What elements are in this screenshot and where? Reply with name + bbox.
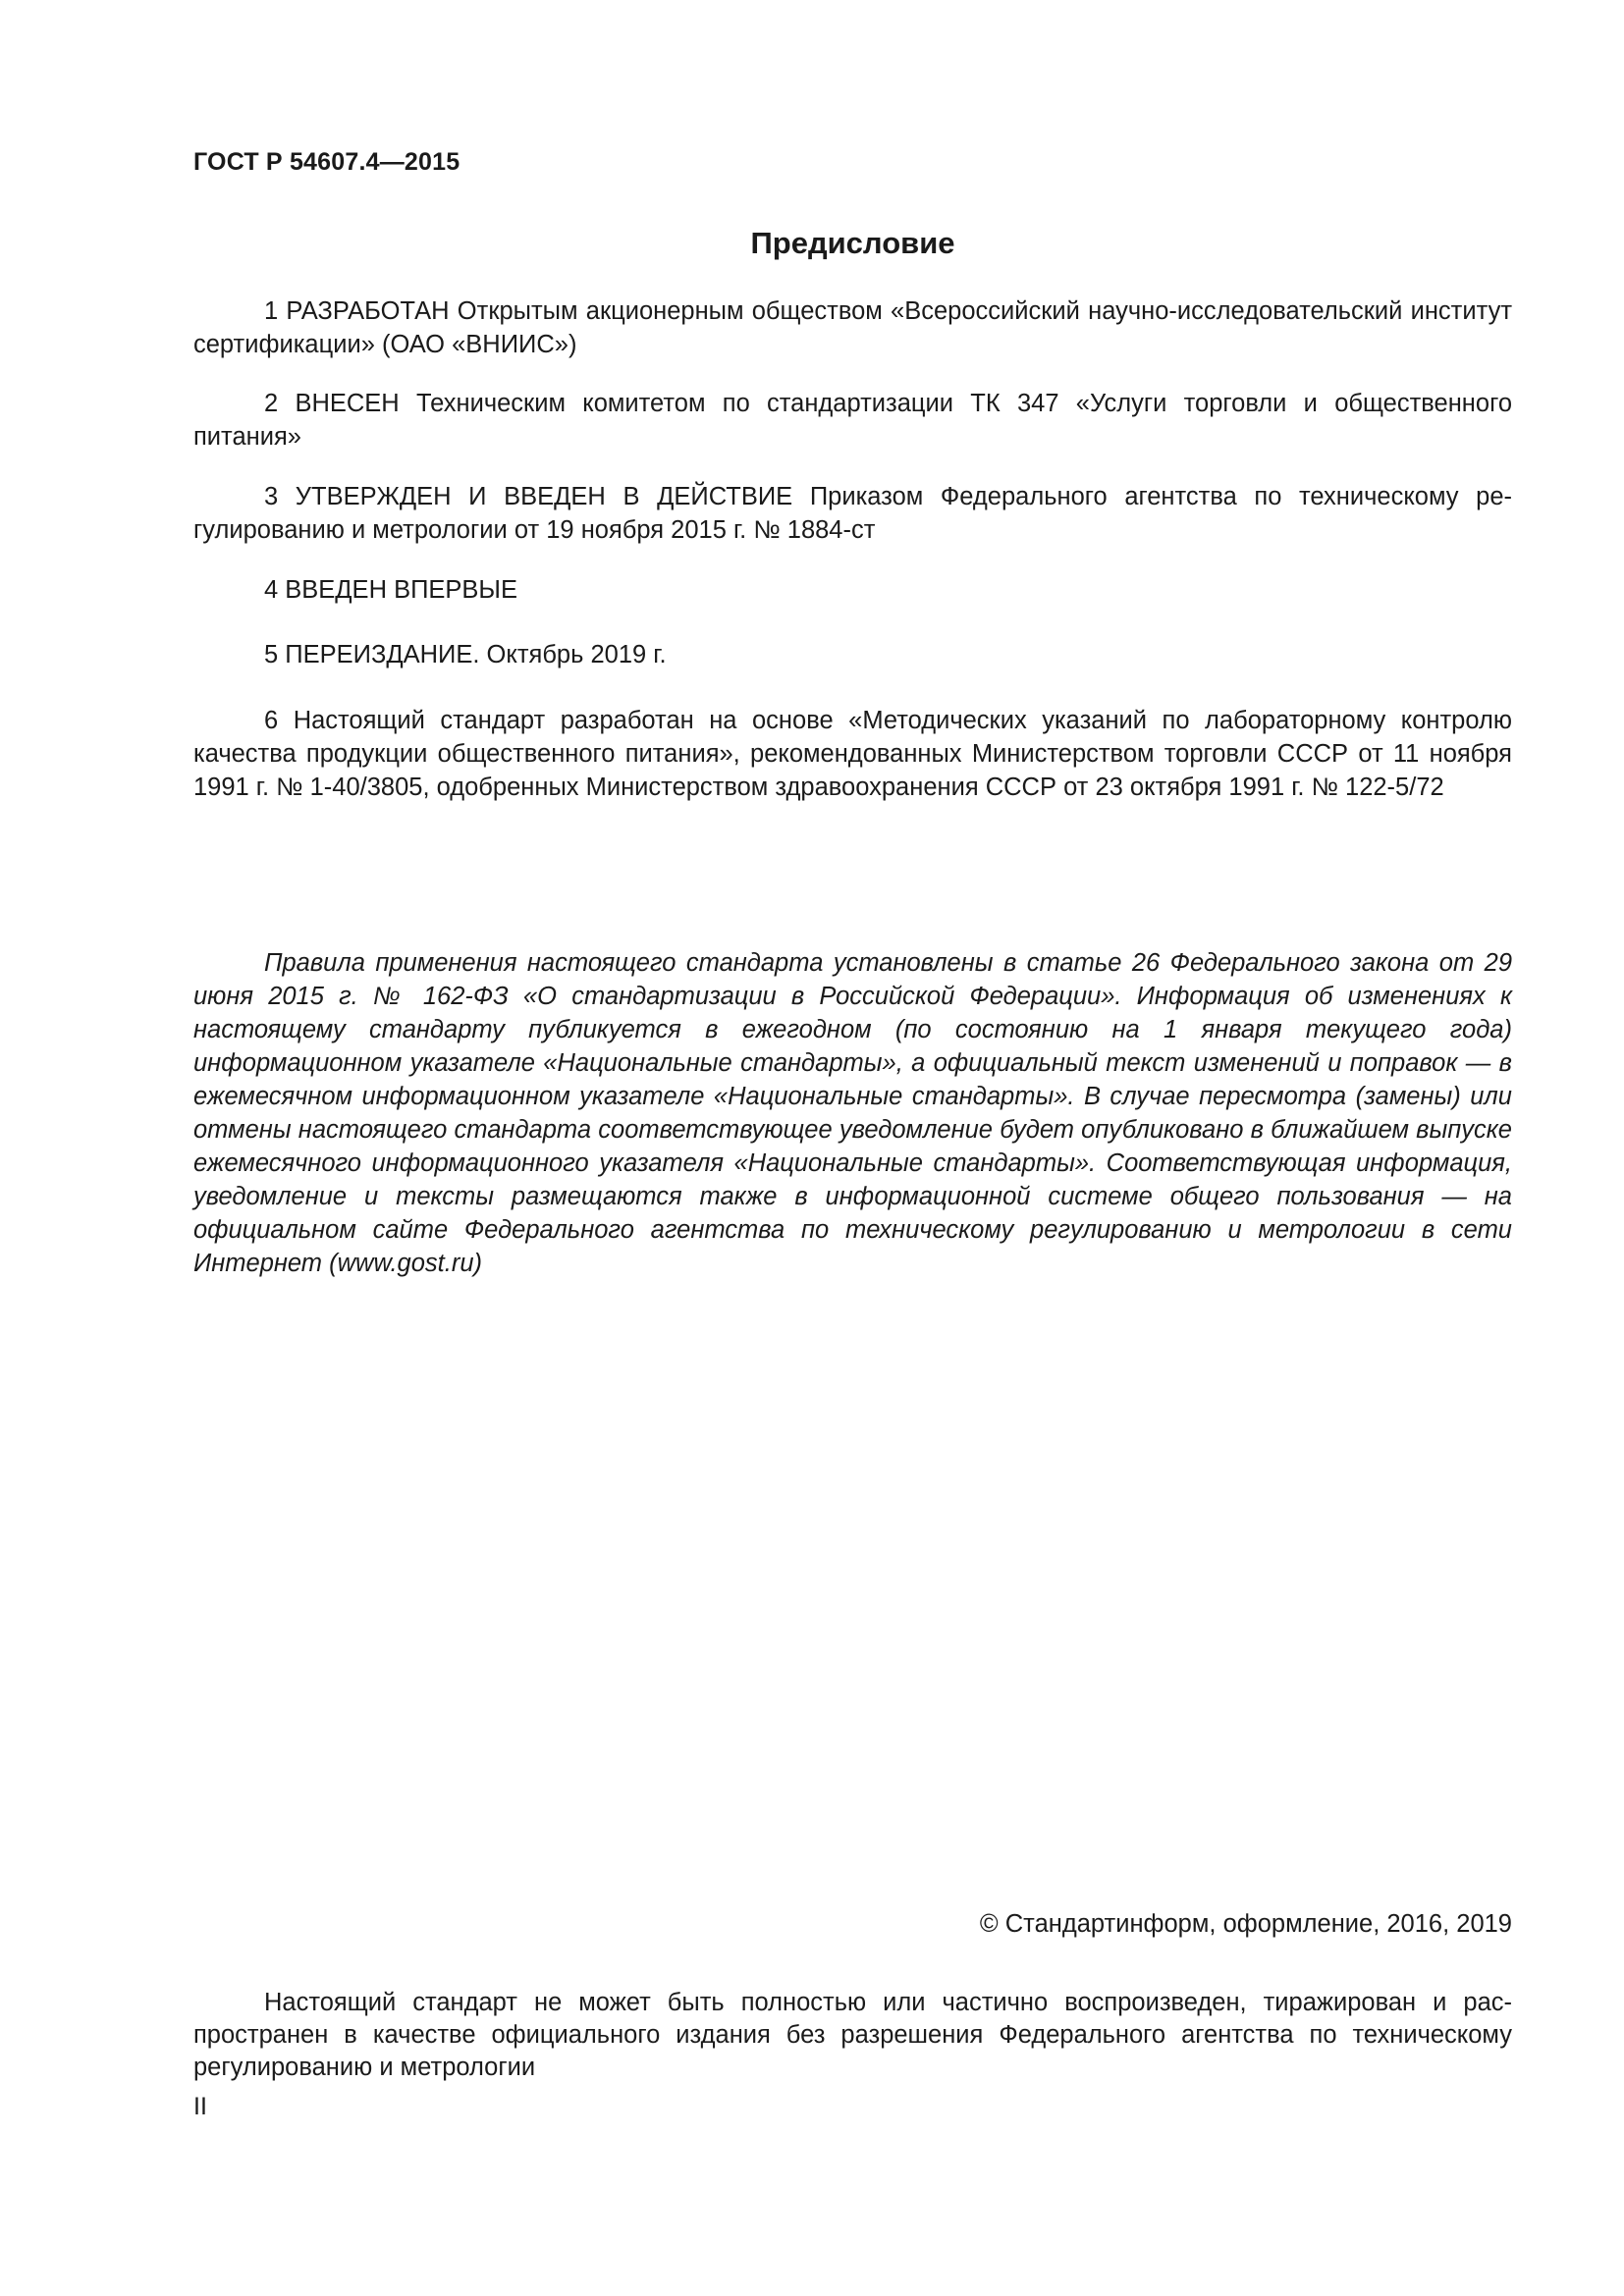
copyright-line: © Стандартинформ, оформление, 2016, 2019 bbox=[979, 1910, 1512, 1938]
foreword-paragraph-5: 5 ПЕРЕИЗДАНИЕ. Октябрь 2019 г. bbox=[264, 641, 667, 668]
foreword-paragraph-4: 4 ВВЕДЕН ВПЕРВЫЕ bbox=[264, 576, 518, 604]
page-number: II bbox=[193, 2093, 207, 2120]
foreword-paragraph-3: 3 УТВЕРЖДЕН И ВВЕДЕН В ДЕЙСТВИЕ Приказом Федерального агентства по техническому регулированию и метрологии от 19 ноября 2015 г. № 1884-ст bbox=[193, 483, 1512, 544]
foreword-paragraph-2: 2 ВНЕСЕН Техническим комитетом по стандартизации ТК 347 «Услуги торговли и общественного питания» bbox=[193, 390, 1512, 451]
reproduction-notice: Настоящий стандарт не может быть полностью или частично воспроизведен, тиражирован и распространен в качестве официального издания без разрешения Федерального агентства по техническому регулированию и метрологии bbox=[193, 1989, 1512, 2081]
page-title: Предисловие bbox=[750, 226, 955, 260]
foreword-paragraph-6: 6 Настоящий стандарт разработан на основе «Методических указаний по лабораторному контролю качества продукции общественного питания», рекомендованных Министерством торговли СССР от 11 ноября 1991 г. № 1-40/3805, одобренных Министерством здравоохранения СССР от 23 октября 1991 г. № 122-5/72 bbox=[193, 707, 1512, 801]
document-code: ГОСТ Р 54607.4—2015 bbox=[193, 148, 460, 176]
rules-notice: Правила применения настоящего стандарта установлены в статье 26 Федерального закона от 29 июня 2015 г. № 162-ФЗ «О стандартизации в Российской Федерации». Информация об изменениях к настоящему стандарту публикуется в ежегодном (по состоянию на 1 января текущего года) информационном указателе «Национальные стандарты», а официальный текст изменений и поправок — в ежемесячном информационном указателе «Национальные стандарты». В случае пересмотра (замены) или отмены настоящего стандарта соответствующее уведомление будет опубликовано в ближайшем выпуске ежемесячного информационного указателя «Национальные стандарты». Соответствующая информация, уведомление и тексты размещаются также в информационной системе общего пользования — на официальном сайте Федерального агентства по техническому регулированию и метрологии в сети Интернет (www.gost.ru) bbox=[193, 949, 1512, 1277]
foreword-paragraph-1: 1 РАЗРАБОТАН Открытым акционерным обществом «Всероссийский научно-исследовательский институт сертификации» (ОАО «ВНИИС») bbox=[193, 297, 1512, 358]
